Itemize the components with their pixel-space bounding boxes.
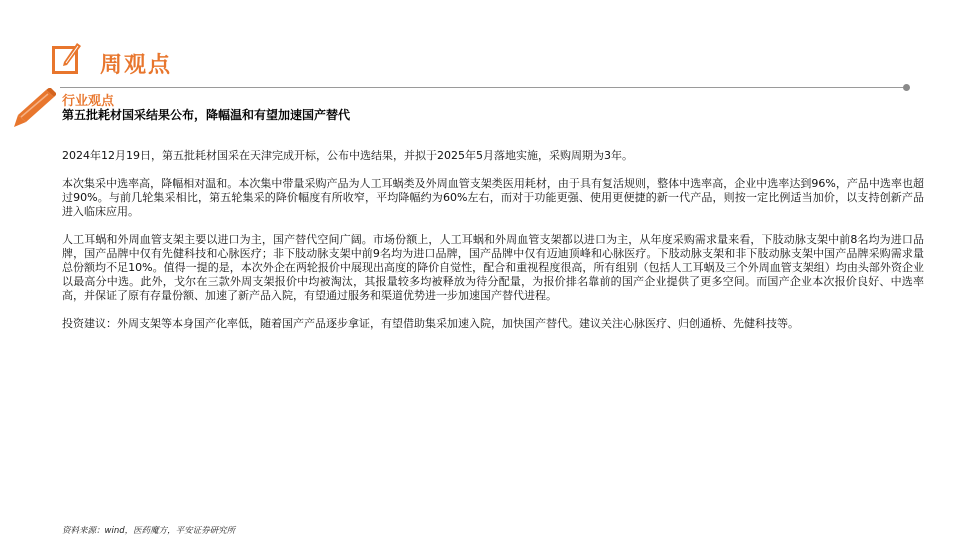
body-text bbox=[62, 149, 924, 345]
paragraph: 人工耳蜗和外周血管支架主要以进口为主，国产替代空间广阔。市场份额上，人工耳蜗和外周血管支架都以进口为主，从年度采购需求量来看，下肢动脉支架中前8名均为进口品牌，国产品牌中仅有先健科技和心脉医疗；非下肢动脉支架中前9名均为进口品牌，国产品牌中仅有迈迪顶峰和心脉医疗。下肢动脉支架和非下肢动脉支架中国产品牌采购需求量总份额均不足10%。值得一提的是，本次外企在两轮报价中展现出高度的降价自觉性，配合和重视程度很高，所有组别（包括人工耳蜗及三个外周血管支架组）均由头部外资企业以最高分中选。此外，戈尔在三款外周支架报价中均被淘汰，其报量较多均被释放为待分配量，为报价排名靠前的国产企业提供了更多空间。而国产企业本次报价良好、中选率高，并保证了原有存量份额、加速了新产品入院，有望通过服务和渠道优势进一步加速国产替代进程。 bbox=[62, 233, 924, 302]
pen-in-box-icon bbox=[52, 46, 78, 74]
header-divider bbox=[60, 87, 904, 88]
paragraph: 投资建议：外周支架等本身国产化率低，随着国产产品逐步拿证，有望借助集采加速入院，加快国产替代。建议关注心脉医疗、归创通桥、先健科技等。 bbox=[62, 317, 799, 330]
paragraph: 本次集采中选率高，降幅相对温和。本次集中带量采购产品为人工耳蜗类及外周血管支架类医用耗材，由于具有复活规则，整体中选率高，企业中选率达到96%，产品中选率也超过90%。与前几轮集采相比，第五轮集采的降价幅度有所收窄，平均降幅约为60%左右，而对于功能更强、使用更便捷的新一代产品，则按一定比例适当加价，以支持创新产品进入临床应用。 bbox=[62, 177, 924, 218]
page-title: 周观点 bbox=[100, 52, 173, 78]
pencil-icon bbox=[12, 88, 56, 130]
paragraph: 2024年12月19日，第五批耗材国采在天津完成开标，公布中选结果，并拟于2025年5月落地实施，采购周期为3年。 bbox=[62, 149, 633, 162]
section-label: 行业观点 bbox=[62, 94, 115, 109]
divider-dot bbox=[903, 84, 910, 91]
source-note: 资料来源：wind，医药魔方，平安证券研究所 bbox=[62, 526, 236, 536]
section-headline: 第五批耗材国采结果公布，降幅温和有望加速国产替代 bbox=[62, 108, 351, 122]
